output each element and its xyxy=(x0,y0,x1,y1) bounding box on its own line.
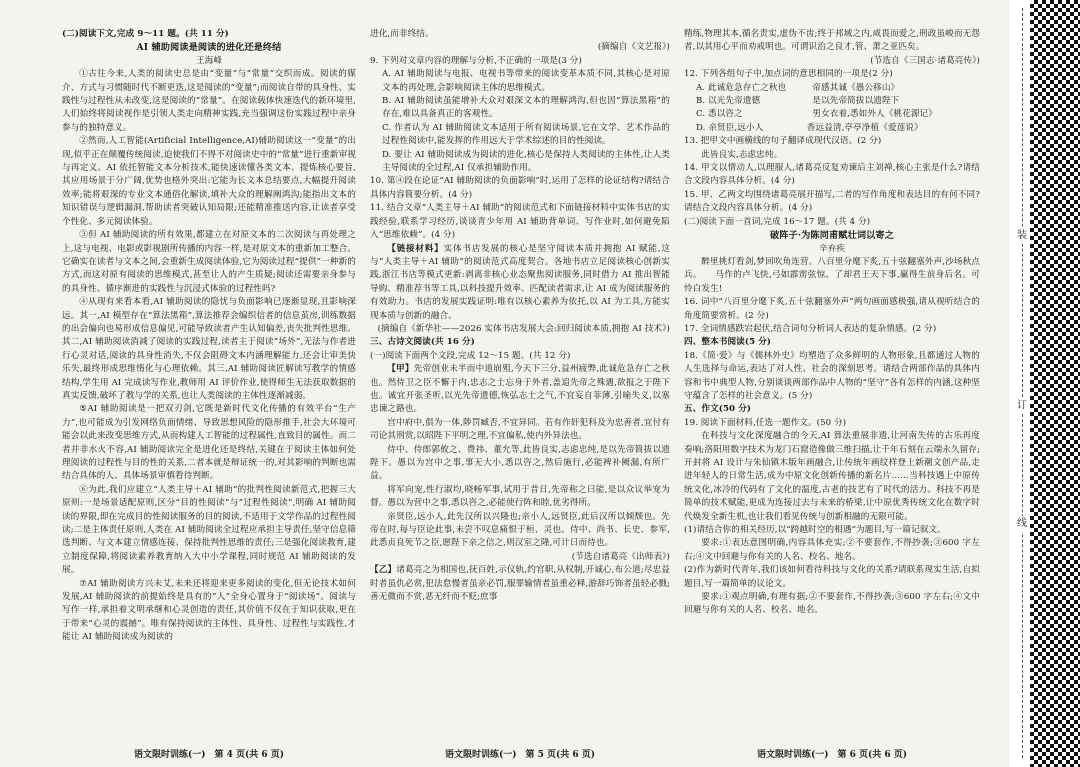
question-9-option: B. AI 辅助阅读虽能增补大众对艰深文本的理解鸿沟,但也因“算法黑箱”的存在,难以具备真正的客观性。 xyxy=(382,96,670,120)
question-12-option: C. 悉以咨之 男女衣着,悉如外人《桃花源记》 xyxy=(696,109,937,120)
question-16: 16. 词中“八百里分麾下炙,五十弦翻塞外声”两句画面感极强,请从视听结合的角度简要赏析。(2 分) xyxy=(684,297,980,321)
link-material-source: (摘编自《新华社——2026 实体书店发展大会:回归阅读本质,拥抱 AI 技术》) xyxy=(377,323,670,334)
question-11: 11. 结合文章“人类主导＋AI 辅助”的阅读范式和下面链接材料中实体书店的实践经验,联系学习经历,谈谈青少年用 AI 辅助背单词、写作业时,如何避免陷入“思维依赖”。(4 分) xyxy=(370,203,670,241)
question-12-option: B. 以光先帝遗德 是以先帝简拔以遗陛下 xyxy=(696,96,900,107)
passage-jia xyxy=(370,363,670,417)
passage-jia-label: 【甲】 xyxy=(387,364,414,375)
article-paragraph: ②然而,人工智能(Artificial Intelligence,AI)辅助阅读这一“变量”的出现,似乎正在颠覆传统阅读,迫使我们不得不对阅读史中的“常量”进行重新审视与再定义。AI 依托智能文本分析技术,能快速读懂各类文本、提炼核心要旨,其应用场景于分广阔,优势也格外突出:它能为长文本总结要点,大幅提升阅读效率;能将艰深的专业文本通俗化解读,填补大众的理解阐鸿沟;能指出文本的知识错误与逻辑漏洞,帮助读者突破认知局限;还能精准推送内容,让读者享受个性化、多元阅读体验。 xyxy=(62,136,356,227)
question-9-option: A. AI 辅助阅读与电报、电视书等带来的阅读变革本质不同,其核心是对原文本的再处理,会影响阅读主体的思维模式。 xyxy=(382,69,670,93)
binding-char: 装 xyxy=(1014,228,1030,244)
question-13-sentence: 此皆良实,志虑忠纯。 xyxy=(701,149,783,160)
passage-yi xyxy=(370,564,670,604)
question-19: 19. 阅读下面材料,任选一题作文。(50 分) xyxy=(684,417,847,428)
passage-yi-text: 诸葛亮之为相国也,抚百姓,示仪轨,约官职,从权制,开诚心,布公道;尽忠益时者虽仇必赏,犯法怠慢者虽亲必罚,服罪输情者虽重必释,游辞巧饰者虽轻必戮;善无微而不赏,恶无纤而不贬;庶事 xyxy=(370,565,670,603)
article-title: AI 辅助阅读是阅读的进化还是终结 xyxy=(136,42,282,54)
question-14: 14. 甲文以情动人,以理服人,诸葛亮反复劝谏后主刘禅,核心主张是什么?请结合文段内容具体分析。(4 分) xyxy=(684,163,980,187)
passage-jia-paragraph: 宫中府中,俱为一体,陟罚臧否,不宜异同。若有作奸犯科及为忠善者,宜付有司论其刑赏,以昭陛下平明之理,不宜偏私,使内外异法也。 xyxy=(370,417,670,442)
section-heading: (二)阅读下文,完成 9～11 题。(共 11 分) xyxy=(62,29,229,39)
question-13: 13. 把甲文中画横线的句子翻译成现代汉语。(2 分) xyxy=(684,136,882,147)
link-material-text: 实体书店发展的核心是坚守阅读本质并拥抱 AI 赋能,这与“人类主导＋AI 辅助”的阅读范式高度契合。各地书店立足阅读核心创新实践,浙江书店等模式更新:剥离非核心业态聚焦阅读服务,同时借力 AI 推出智能导购、精准荐书等工具,以科技提升效率、匹配读者需求,让 AI 成为阅读服务的有效助力。书店的发展实践证明:唯有以核心素养为依托,以 AI 为工具,方能实现本质与创新的融合。 xyxy=(370,243,670,321)
article-source: (摘编自《文艺报》) xyxy=(597,42,670,53)
page-footer: 语文限时训练(一) 第 4 页(共 6 页) xyxy=(133,750,285,760)
question-9-option: C. 作者认为 AI 辅助阅读文本适用于所有阅读场景,它在文学、艺术作品的过程性阅读中,能发挥的作用远大于学术综述的目的性阅读。 xyxy=(382,122,670,147)
passage-jia-paragraph: 先帝创业未半而中道崩殂,今天下三分,益州疲弊,此诚危急存亡之秋也。然侍卫之臣不懈于内,忠志之士忘身于外者,盖追先帝之殊遇,欲报之于陛下也。诚宜开张圣听,以光先帝遗德,恢弘志士之气,不宜妄自菲薄,引喻失义,以塞忠谏之路也。 xyxy=(370,364,670,415)
question-15: 15. 甲、乙两文均围绕诸葛亮展开描写,二者的写作角度和表达目的有何不同?请结合文段内容具体分析。(4 分) xyxy=(684,189,980,214)
question-10: 10. 第④段在论证“AI 辅助阅读的负面影响”时,运用了怎样的论证结构?请结合具体内容简要分析。(4 分) xyxy=(370,176,670,200)
article-paragraph: ③但 AI 辅助阅读的所有效果,都建立在对原文本的二次阅读与再处理之上,这与电视、电影或影视剧所传播的内容一样,是对原文本的重新加工整合。它确实在读者与文本之间,会重新生成阅读体验,它为阅读过程“提供”一种新的方式,而这对原有阅读的思维模式,甚至让人的产生质疑;阅读还需要亲身参与的具身性、循序渐进的实践性与沉浸式体验的过程性吗? xyxy=(62,230,356,294)
question-9: 9. 下列对文章内容的理解与分析,不正确的一项是(3 分) xyxy=(370,55,582,66)
article-paragraph: ①古往今来,人类的阅读史总是由“变量”与“常量”交织而成。阅读的媒介、方式与习惯随时代不断更迭,这是阅读的“变量”;而阅读自带的具身性、实践性与过程性从未改变,这是阅读的“常量”。在阅读载体快速迭代的新环境里,人们始终将阅读视作是引领人类走向精神实践,充当强调这份实践过程中亲身参与的独特意义。 xyxy=(62,69,356,133)
essay-option-1: (1)请结合你的相关经历,以“跨越时空的相遇”为题目,写一篇记叙文。 xyxy=(684,525,946,536)
page-footer: 语文限时训练(一) 第 6 页(共 6 页) xyxy=(756,750,908,760)
passage-yi-label: 【乙】 xyxy=(370,565,397,576)
article-paragraph: ⑥为此,我们应建立“人类主导＋AI 辅助”的批判性阅读新范式,把握三大原则:一是场景适配原则,区分“目的性阅读”与“过程性阅读”,明确 AI 辅助阅读的界限,即在完成目的性阅读服务的目的阅读,不适用于文学作品的过程性阅读;二是主体责任原则,人类在 AI 辅助阅读全过程应承担主导责任,坚守信息筛选判断、与文本建立情感连接、保持批判性思维的责任;三是强化阅读教育,建立制度保障,将阅读素养教育纳入大中小学课程,同时规范 AI 辅助阅读的发展。 xyxy=(62,484,356,576)
page-footer: 语文限时训练(一) 第 5 页(共 6 页) xyxy=(444,750,596,760)
essay-material: 在科技与文化深度融合的今天,AI 算法重展非遗,让河南失传的古乐再度奏响;洛阳用数字技术为龙门石窟造像做三维扫描,让千年石刻在云端永久留存;开封将 AI 设计与朱仙镇木版年画融合,让传统年画纹样登上新潮文创产品,走进年轻人的日常生活,成为中原文化创新传播的新名片……当科技遇上中原传统文化,冰冷的代码有了文化的温度,古老的技艺有了时代的活力。科技不再是简单的技术赋能,更成为连接过去与未来的桥梁,让中原优秀传统文化在数字时代焕发全新生机,也让我们看见传统与创新相融的无限可能。 xyxy=(684,431,980,522)
passage-jia-paragraph: 亲贤臣,远小人,此先汉所以兴隆也;亲小人,远贤臣,此后汉所以倾颓也。先帝在时,每与臣论此事,未尝不叹息痛恨于桓、灵也。侍中、尚书、长史、参军,此悉贞良死节之臣,愿陛下亲之信之,则汉室之隆,可计日而待也。 xyxy=(370,511,670,549)
checkerboard-strip xyxy=(1030,0,1080,767)
question-17: 17. 全词情感跌宕起伏,结合词句分析词人表达的复杂情感。(2 分) xyxy=(684,323,937,334)
poem-author: 辛弃疾 xyxy=(818,243,846,254)
question-12: 12. 下列各组句子中,加点词的意思相同的一项是(2 分) xyxy=(684,69,893,80)
passage-jia-paragraph: 侍中、侍郎郭攸之、费祎、董允等,此皆良实,志虑忠纯,是以先帝简拔以遗陛下。愚以为宫中之事,事无大小,悉以咨之,然后施行,必能裨补阙漏,有所广益。 xyxy=(370,444,670,482)
passage-yi-source: (节选自《三国志·诸葛亮传》) xyxy=(870,55,980,66)
article-paragraph: ⑤AI 辅助阅读是一把双刃剑,它既是新时代文化传播的有效平台“生产力”,也可能成为引发网络负面情绪、导致思想风险的隐形推手,社会大环境可能会以此来改变思维方式,从而构建人工智能的过程属性,直致目的属性。而二者并非水火不容,AI 辅助阅读完全是进化还是终结,关键在于阅读主体如何处理阅读的过程性与目的性的关系,二者本就是辩证统一的,对其影响的判断也需结合具体的人、具体场景审慎看待判断。 xyxy=(62,404,356,482)
passage-yi-continuation: 精练,物理其本,循名责实,虚伪不齿;终于邦域之内,咸畏而爱之,刑政虽峻而无怨者,以其用心平而劝戒明也。可谓识治之良才,管、萧之亚匹矣。 xyxy=(684,29,980,53)
page-6-column xyxy=(684,28,980,728)
binding-dashed-line xyxy=(1022,8,1023,758)
page-5-column xyxy=(370,28,670,728)
article-paragraph: ⑦AI 辅助阅读方兴未艾,未来还将迎来更多阅读的变化,但无论技术如何发展,AI 辅助阅读的前提始终是具有的“人”全身心置身于“阅读场”。阅读与写作一样,承担着文明承继和心灵创造的责任,其价值不仅在于知识获取,更在于带来“心灵的震撼”。唯有保持阅读的主体性、具身性、过程性与实践性,才能让 AI 辅助阅读成为阅读的 xyxy=(62,578,356,643)
essay-option-1-requirements: 要求:①表达意图明确,内容具体充实;②不要套作,不得抄袭;③600 字左右;④文中回避与你有关的人名、校名、地名。 xyxy=(684,538,980,562)
question-18: 18.《简·爱》与《儒林外史》均塑造了众多鲜明的人物形象,且都通过人物的人生选择与命运,表达了对人性、社会的深刻思考。请结合两部作品的具体内容和书中典型人物,分别谈谈两部作品中人物的“坚守”各有怎样的内涵,这种坚守蕴含了怎样的社会意义。(5 分) xyxy=(684,350,980,401)
essay-option-2: (2)作为新时代青年,我们该如何看待科技与文化的关系?请联系现实生活,自拟题目,写一篇简单的议论文。 xyxy=(684,565,980,589)
article-author: 王海峰 xyxy=(195,55,223,66)
section-heading: 四、整本书阅读(5 分) xyxy=(684,337,772,348)
passage-jia-paragraph: 将军向宠,性行淑均,晓畅军事,试用于昔日,先帝称之曰能,是以众议举宠为督。愚以为营中之事,悉以咨之,必能使行阵和睦,优劣得所。 xyxy=(370,484,670,509)
essay-option-2-requirements: 要求:①观点明确,有理有据;②不要套作,不得抄袭;③600 字左右;④文中回避与你有关的人名、校名、地名。 xyxy=(684,592,980,616)
passage-jia-source: (节选自诸葛亮《出师表》) xyxy=(571,551,670,562)
binding-char: 线 xyxy=(1014,516,1030,532)
poem-text: 醉里挑灯看剑,梦回吹角连营。八百里分麾下炙,五十弦翻塞外声,沙场秋点兵。 马作的卢飞快,弓如霹雳弦惊。了却君王天下事,赢得生前身后名。可怜白发生! xyxy=(684,256,980,294)
section-heading: 五、作文(50 分) xyxy=(684,404,752,415)
section-heading: 三、古诗文阅读(共 16 分) xyxy=(370,337,475,348)
subsection-heading: (二)阅读下面一首词,完成 16～17 题。(共 4 分) xyxy=(684,216,871,227)
poem-title: 破阵子·为陈同甫赋壮词以寄之 xyxy=(769,230,895,242)
page-4-column xyxy=(62,28,356,728)
article-paragraph: ④从现有来看本看,AI 辅助阅读的隐忧与负面影响已逐渐显现,且影响深远。其一,AI 模型存在“算法黑箱”,算法推荐会编织信者的信息茧房,训练数据的出会偏向也易形成信息偏见,可能导致读者产生认知偏差,丧失批判性思维。其二,AI 辅助阅读消减了阅读的实践过程,读者主于阅读“场外”,无法与作者进行心灵对话,阅读的具身性消失,不仅会阻碍文本内涵理解能力,还会让审美快乐失,最终形成思维惰化与心理依赖。其三,AI 辅助阅读匠解读写教学的情感结构,学生用 AI 完成读写作业,教师用 AI 评价作业,使得师生无法获取数据的真实反馈,破坏了教与学的关系,也让人类阅读的主体性逐渐减弱。 xyxy=(62,297,356,401)
binding-char: 订 xyxy=(1014,398,1030,414)
question-12-option: D. 亲贤臣,远小人 香远益清,亭亭净植《爱莲说》 xyxy=(696,122,923,133)
subsection-heading: (一)阅读下面两个文段,完成 12～15 题。(共 12 分) xyxy=(370,350,571,361)
question-12-option: A. 此诚危急存亡之秋也 帝感其诚《愚公移山》 xyxy=(696,82,900,93)
link-material xyxy=(370,243,670,323)
article-continuation: 进化,而非终结。 xyxy=(370,29,434,39)
question-9-option: D. 要让 AI 辅助阅读成为阅读的进化,核心是保持人类阅读的主体性,让人类主导阅读的全过程,AI 仅承担辅助作用。 xyxy=(382,149,670,174)
link-material-label: 【链接材料】 xyxy=(387,243,444,254)
